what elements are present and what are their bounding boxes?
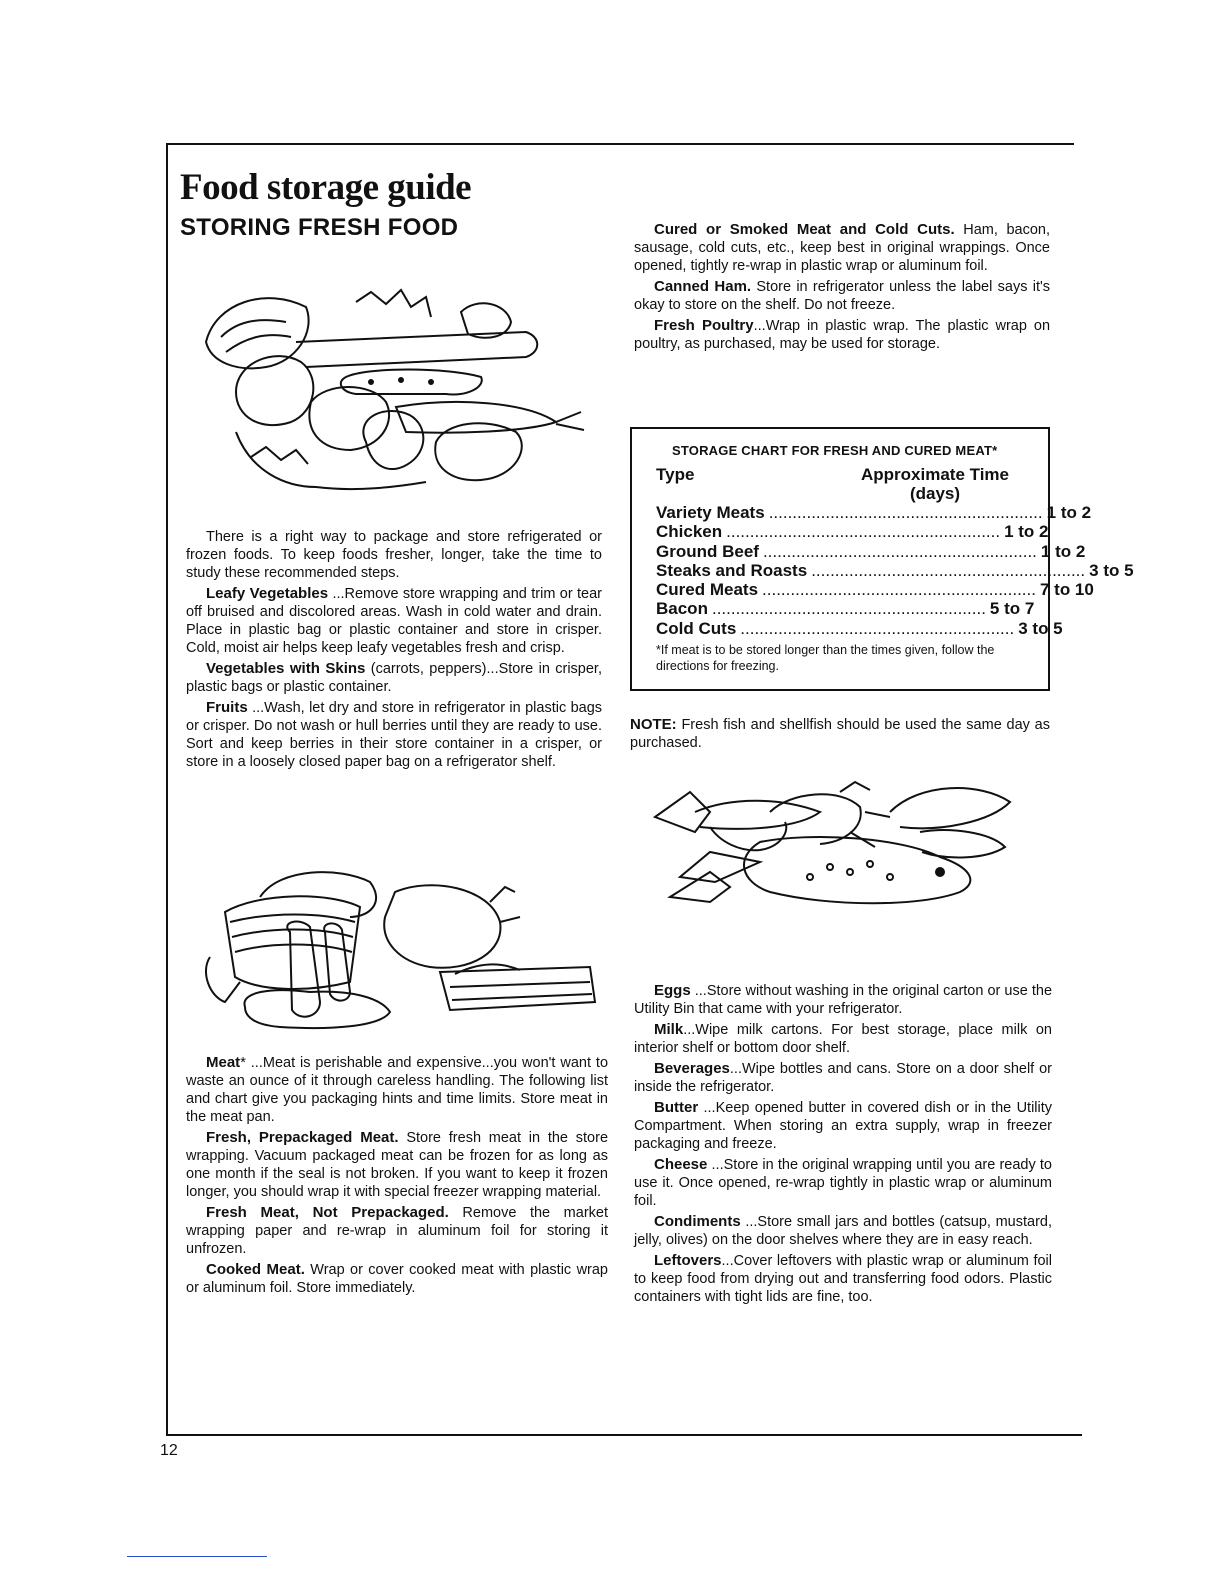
leafy-vegetables-paragraph	[186, 585, 602, 657]
meat-type: Bacon	[656, 599, 708, 619]
cured-meat-text: Ham, bacon, sausage, cold cuts, etc., keep best in original wrappings. Once opened, tightly re-wrap in plastic wrap or aluminum foil.	[634, 222, 1050, 274]
cured-meat-paragraph	[634, 221, 1050, 275]
leafy-vegetables-heading: Leafy Vegetables	[206, 585, 329, 602]
butter-text: ...Keep opened butter in covered dish or in the Utility Compartment. When storing an extra supply, wrap in freezer packaging and freeze.	[634, 1100, 1053, 1152]
condiments-heading: Condiments	[654, 1213, 741, 1230]
butter-paragraph	[634, 1099, 1052, 1153]
meat-type: Ground Beef	[656, 541, 759, 561]
cheese-text: ...Store in the original wrapping until you are ready to use it. Once opened, re-wrap tightly in plastic wrap or aluminum foil.	[634, 1157, 1052, 1209]
fresh-poultry-text: ...Wrap in plastic wrap. The plastic wrap on poultry, as purchased, may be used for storage.	[634, 318, 1051, 352]
storage-days: 7 to 10	[1039, 580, 1094, 600]
note-block	[630, 716, 1050, 755]
frame-top-rule	[166, 143, 1074, 145]
leftovers-text: ...Cover leftovers with plastic wrap or aluminum foil to keep food from drying out and transferring food odors. Plastic containers with tight lids are fine, too.	[634, 1253, 1052, 1305]
left-column-upper	[186, 528, 602, 774]
milk-text: ...Wipe milk cartons. For best storage, place milk on interior shelf or bottom door shelf.	[634, 1022, 1052, 1056]
storage-days: 5 to 7	[989, 599, 1035, 619]
leafy-vegetables-text: ...Remove store wrapping and trim or tear off bruised and discolored areas. Wash in cold water and drain. Place in plastic bag or plastic container and store in crisper. Cold, moist air helps keep leafy vegetables fresh and crisp.	[186, 586, 602, 656]
right-column-upper	[634, 221, 1050, 356]
frame-left-rule	[166, 143, 168, 1436]
cheese-heading: Cheese	[654, 1156, 708, 1173]
meat-illustration	[200, 862, 600, 1032]
storage-chart-row: Variety Meats .......................................................... 1 to 2	[656, 503, 1092, 522]
meat-type: Cold Cuts	[656, 618, 737, 638]
fresh-poultry-paragraph	[634, 317, 1050, 353]
skins-heading: Vegetables with Skins	[206, 660, 366, 677]
eggs-text: ...Store without washing in the original carton or use the Utility Bin that came with your refrigerator.	[634, 983, 1053, 1017]
storage-chart-row: Cold Cuts .......................................................... 3 to 5	[656, 618, 1063, 638]
footer-rule	[127, 1556, 267, 1557]
leftovers-paragraph	[634, 1252, 1052, 1306]
fruits-heading: Fruits	[206, 699, 248, 716]
beverages-text: ...Wipe bottles and cans. Store on a door shelf or inside the refrigerator.	[634, 1061, 1052, 1095]
canned-ham-heading: Canned Ham.	[654, 278, 752, 295]
meat-text: ...Meat is perishable and expensive...you won't want to waste an ounce of it through careless handling. The following list and chart give you packaging hints and time limits. Store meat in the meat pan.	[186, 1055, 609, 1125]
storage-days: 3 to 5	[1018, 618, 1063, 638]
leftovers-heading: Leftovers	[654, 1252, 722, 1269]
canned-ham-paragraph	[634, 278, 1050, 314]
milk-heading: Milk	[654, 1021, 684, 1038]
cooked-meat-heading: Cooked Meat.	[206, 1261, 305, 1278]
fish-illustration	[650, 772, 1022, 922]
meat-type: Cured Meats	[656, 580, 759, 600]
storage-chart-footnote: *If meat is to be stored longer than the times given, follow the directions for freezing.	[656, 643, 995, 673]
storage-chart-row: Chicken .......................................................... 1 to 2	[656, 522, 1049, 542]
storage-days: 1 to 2	[1004, 522, 1049, 542]
meat-paragraph	[186, 1054, 608, 1126]
beverages-heading: Beverages	[654, 1060, 730, 1077]
not-prepackaged-heading: Fresh Meat, Not Prepackaged.	[206, 1204, 449, 1221]
meat-type: Variety Meats	[656, 503, 765, 522]
canned-ham-text: Store in refrigerator unless the label says it's okay to store on the shelf. Do not freeze.	[634, 279, 1050, 313]
intro-paragraph: There is a right way to package and store refrigerated or frozen foods. To keep foods fresher, longer, take the time to study these recommended steps.	[186, 529, 602, 581]
page-number: 12	[160, 1442, 178, 1459]
beverages-paragraph	[634, 1060, 1052, 1096]
eggs-heading: Eggs	[654, 982, 691, 999]
prepackaged-meat-heading: Fresh, Prepackaged Meat.	[206, 1129, 399, 1146]
storage-days: 3 to 5	[1089, 560, 1134, 580]
fruits-text: ...Wash, let dry and store in refrigerator in plastic bags or crisper. Do not wash or hull berries until they are ready to use. Sort and keep berries in their store container in a crisper, or store in a loosely closed paper bag on a refrigerator shelf.	[186, 700, 603, 770]
fruits-paragraph	[186, 699, 602, 771]
right-column-lower	[634, 982, 1052, 1309]
butter-heading: Butter	[654, 1099, 699, 1116]
storage-days: 1 to 2	[1040, 541, 1086, 561]
storage-chart	[630, 427, 1134, 691]
skins-paragraph	[186, 660, 602, 696]
cooked-meat-text: Wrap or cover cooked meat with plastic wrap or aluminum foil. Store immediately.	[186, 1262, 608, 1296]
milk-paragraph	[634, 1021, 1052, 1057]
eggs-paragraph	[634, 982, 1052, 1018]
prepackaged-meat-text: Store fresh meat in the store wrapping. Vacuum packaged meat can be frozen for as long as one month if the seal is not broken. If you want to keep it frozen longer, you should wrap it with special freezer wrapping material.	[186, 1130, 609, 1200]
condiments-text: ...Store small jars and bottles (catsup, mustard, jelly, olives) on the door shelves where they are in easy reach.	[634, 1214, 1052, 1248]
meat-footnote-mark: *	[240, 1055, 246, 1071]
storage-chart-time-header: Approximate Time (days)	[860, 465, 1009, 503]
page-title: Food storage guide	[180, 167, 472, 208]
cooked-meat-paragraph	[186, 1261, 608, 1297]
frame-bottom-rule	[166, 1434, 1082, 1436]
meat-heading: Meat	[206, 1054, 241, 1071]
storage-chart-type-header: Type	[656, 465, 695, 484]
storage-chart-row: Bacon .......................................................... 5 to 7	[656, 599, 1035, 619]
condiments-paragraph	[634, 1213, 1052, 1249]
storage-chart-row: Cured Meats .......................................................... 7 to 10	[656, 580, 1094, 600]
note-text: Fresh fish and shellfish should be used the same day as purchased.	[630, 717, 1050, 751]
meat-type: Steaks and Roasts	[656, 560, 808, 580]
fresh-poultry-heading: Fresh Poultry	[654, 317, 754, 334]
meat-type: Chicken	[656, 522, 723, 542]
prepackaged-meat-paragraph	[186, 1129, 608, 1201]
vegetables-illustration	[196, 282, 596, 498]
storage-chart-rows	[656, 503, 1134, 638]
skins-text: (carrots, peppers)...Store in crisper, plastic bags or plastic container.	[186, 661, 602, 695]
storage-chart-row: Steaks and Roasts .......................................................... 3 to 5	[656, 560, 1134, 580]
storage-days: 1 to 2	[1046, 503, 1092, 522]
note-heading: NOTE:	[630, 716, 677, 733]
storage-chart-title: STORAGE CHART FOR FRESH AND CURED MEAT*	[672, 443, 998, 458]
section-subtitle: STORING FRESH FOOD	[180, 214, 459, 241]
cured-meat-heading: Cured or Smoked Meat and Cold Cuts.	[654, 221, 955, 238]
note-paragraph	[630, 716, 1050, 752]
cheese-paragraph	[634, 1156, 1052, 1210]
storage-chart-row: Ground Beef .......................................................... 1 to 2	[656, 541, 1086, 561]
not-prepackaged-paragraph	[186, 1204, 608, 1258]
left-column-lower	[186, 1054, 608, 1300]
not-prepackaged-text: Remove the market wrapping paper and re-wrap in aluminum foil for storing it unfrozen.	[186, 1205, 608, 1257]
